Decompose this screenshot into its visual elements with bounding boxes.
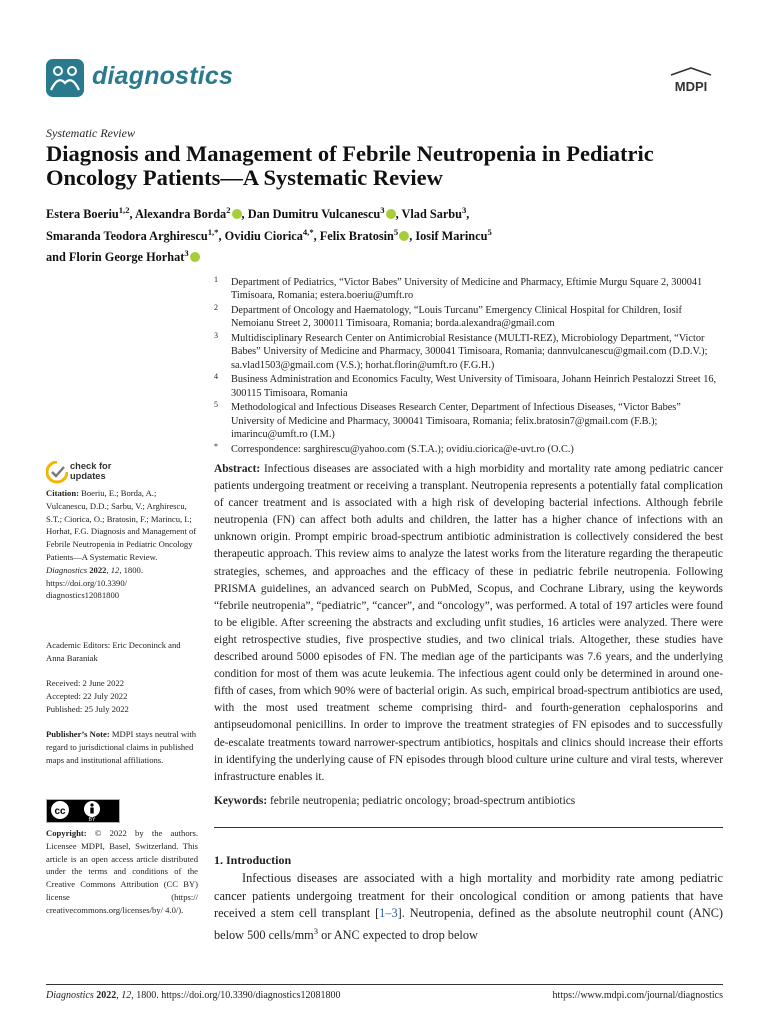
affiliation-item: 2 Department of Oncology and Haematology, “Louis Turcanu” Emergency Clinical Hospital for Children, Iosif Nemoianu Street 2, 300011 Timisoara, Romania; borda.alexandra@gmail.com [214,303,682,330]
author: Vlad Sarbu [401,207,462,222]
affiliation-item: 3 Multidisciplinary Research Center on Antimicrobial Resistance (MULTI-REZ), Microbiology Department, “Victor Babes” University of Medicine and Pharmacy, 300041 Timisoara, Romania; dannvulcanescu@gmail.com (D.D.V.); sa.vlad1503@gmail.com (V.S.); horhat.florin@umft.ro (F.G.H.) [214,331,708,371]
author: Florin George Horhat [68,250,185,265]
reference-link[interactable]: 1–3 [379,906,398,921]
citation-block: Citation: Boeriu, E.; Borda, A.; Vulcanescu, D.D.; Sarbu, V.; Arghirescu, S.T.; Ciorica, O.; Bratosin, F.; Marincu, I.; Horhat, F.G. Diagnosis and Management of Febrile Neutropenia in Pediatric Oncology Patients—A Systematic Review. Diagnostics 2022, 12, 1800. https://doi.org/10.3390/ diagnostics12081800 [46,488,197,601]
footer-journal-url[interactable]: https://www.mdpi.com/journal/diagnostics [552,990,723,1001]
diagnostics-logo-icon [46,59,84,97]
footer-divider [46,984,723,985]
author: Alexandra Borda [135,207,227,222]
orcid-icon[interactable] [399,231,409,241]
affiliation-item: 4 Business Administration and Economics Faculty, West University of Timisoara, Johann Heinrich Pestalozzi Street 16, 300115 Timisoara, Romania [214,372,717,399]
published-date: Published: 25 July 2022 [46,703,129,714]
intro-paragraph: Infectious diseases are associated with a high mortality and morbidity rate among pediatric cancer patients undergoing treatment for their oncological condition or among patients that have received a stem cell transplant [1–3]. Neutropenia, defined as the absolute neutrophil count (ANC) below 500 cells/$mm^3$ or ANC expected to drop below [214,871,723,942]
affiliation-item: 1 Department of Pediatrics, “Victor Babes” University of Medicine and Pharmacy, Eftimie Murgu Square 2, 300041 Timisoara, Romania; estera.boeriu@umft.ro [214,275,703,302]
author-aff: 5 [487,226,492,237]
affiliations [214,276,726,457]
svg-text:cc: cc [54,806,66,817]
correspondence: * Correspondence: sarghirescu@yahoo.com (S.T.A.); ovidiu.ciorica@e-uvt.ro (O.C.) [214,441,574,455]
author-aff: 1,* [207,226,219,237]
journal-name[interactable]: diagnostics [92,62,234,90]
affiliation-item: 5 Methodological and Infectious Diseases Research Center, Department of Infectious Diseases, “Victor Babes” University of Medicine and Pharmacy, 300041 Timisoara, Romania; felix.bratosin7@gmail.com (F.B.); imarincu@umft.ro (I.M.) [214,400,681,441]
cc-by-license-icon[interactable] [46,799,120,823]
author: Felix Bratosin [319,228,394,243]
abstract-label: Abstract: [214,463,261,475]
mdpi-logo-icon[interactable] [665,66,717,96]
article-type: Systematic Review [46,126,135,140]
orcid-icon[interactable] [386,209,396,219]
abstract [214,461,723,786]
abstract-text: Infectious diseases are associated with a high morbidity and mortality rate among pediatric cancer patients undergoing treatment or receiving a transplant. Neutropenia represents a potentially fatal complication of cancer treatment and is associated with a high risk of developing bacterial infections. Although febrile neutropenia (FN) can affect both adults and children, the latter has a higher chance of infections with an unknown origin. Prompt empiric broad-spectrum antibiotic administration is collectively considered the best therapeutic approach. This review aims to analyze the latest works from the literature regarding the therapeutic strategies, schemes, and approaches and the efficacy of these in pediatric febrile neutropenia. Following PRISMA guidelines, an advanced search on PubMed, Scopus, and Cochrane Library, using the keywords “febrile neutropenia”, “pediatric”, “cancer”, and “oncology”, was performed. A total of 197 articles were found to be eligible. After screening the abstracts and excluding unfit studies, 16 articles were analyzed. There were eight retrospective studies, five prospective studies, and two clinical trials. Altogether, these studies have described around 5000 episodes of FN. The median age of the participants was 7.6 years, and the underlying condition for most of them was acute leukemia. The infectious agent could only be determined in around one-fifth of cases, from which 90% were of bacterial origin. As such, empirical broad-spectrum antibiotics are used, with the most used treatment scheme comprising third- and fourth-generation cephalosporins and antipseudomonal penicillins. In order to improve the treatment strategies of FN episodes and to successfully de-escalate treatments toward narrower-spectrum antibiotics, hospitals and clinics should increase their efforts in identifying the underlying cause of FN episodes through blood culture urine culture and viral tests, wherever infrastructure enables it. [214,463,723,783]
check-for-updates-label[interactable]: check for updates [70,461,112,481]
received-date: Received: 2 June 2022 [46,678,125,688]
publisher-note: Publisher’s Note: MDPI stays neutral with regard to jurisdictional claims in published maps and institutional affiliations. [46,729,197,765]
dates-block [46,677,198,715]
footer-citation: Diagnostics 2022, 12, 1800. https://doi.org/10.3390/diagnostics12081800 [46,990,341,1001]
accepted-date: Accepted: 22 July 2022 [46,690,128,701]
cc-by-label: BY [88,817,96,823]
author-aff: 4,* [302,226,314,237]
author-aff: 3 [461,205,467,215]
mdpi-logo-text: MDPI [674,79,708,94]
author-aff: 3 [184,248,189,259]
orcid-icon[interactable] [190,252,200,262]
author-list: Estera Boeriu$^{1,2}$, Alexandra Borda$^2$ , Dan Dumitru Vulcanescu$^3$ , Vlad Sarbu$^3$, Smaranda Teodora Arghirescu$^{1,*}$, Ovidiu Ciorica$^{4,*}$, Felix Bratosin$^5$ , Iosif Marincu$^5$ and Florin George Horhat$^3$ [46,205,492,265]
section-divider [214,827,723,828]
author: Dan Dumitru Vulcanescu [247,207,381,222]
author-aff: 2 [226,205,231,215]
section-heading: 1. Introduction [214,853,292,867]
author: Estera Boeriu [46,207,119,222]
article-title: Diagnosis and Management of Febrile Neutropenia in Pediatric Oncology Patients—A Systematic Review [46,141,654,190]
author-aff: 1,2 [118,205,130,215]
copyright-block: Copyright: © 2022 by the authors. Licensee MDPI, Basel, Switzerland. This article is an open access article distributed under the terms and conditions of the Creative Commons Attribution (CC BY) license (https:// creativecommons.org/licenses/by/ 4.0/). [46,828,198,915]
academic-editors: Academic Editors: Eric Deconinck and Anna Baraniak [46,640,181,663]
keywords: Keywords: febrile neutropenia; pediatric oncology; broad-spectrum antibiotics [214,795,576,807]
author-aff: 5 [393,226,399,237]
author: Smaranda Teodora Arghirescu [46,228,208,243]
orcid-icon[interactable] [232,209,242,219]
author-aff: 3 [380,205,385,215]
author: Ovidiu Ciorica [224,228,303,243]
check-for-updates-icon[interactable] [46,461,68,485]
author: Iosif Marincu [415,228,488,243]
